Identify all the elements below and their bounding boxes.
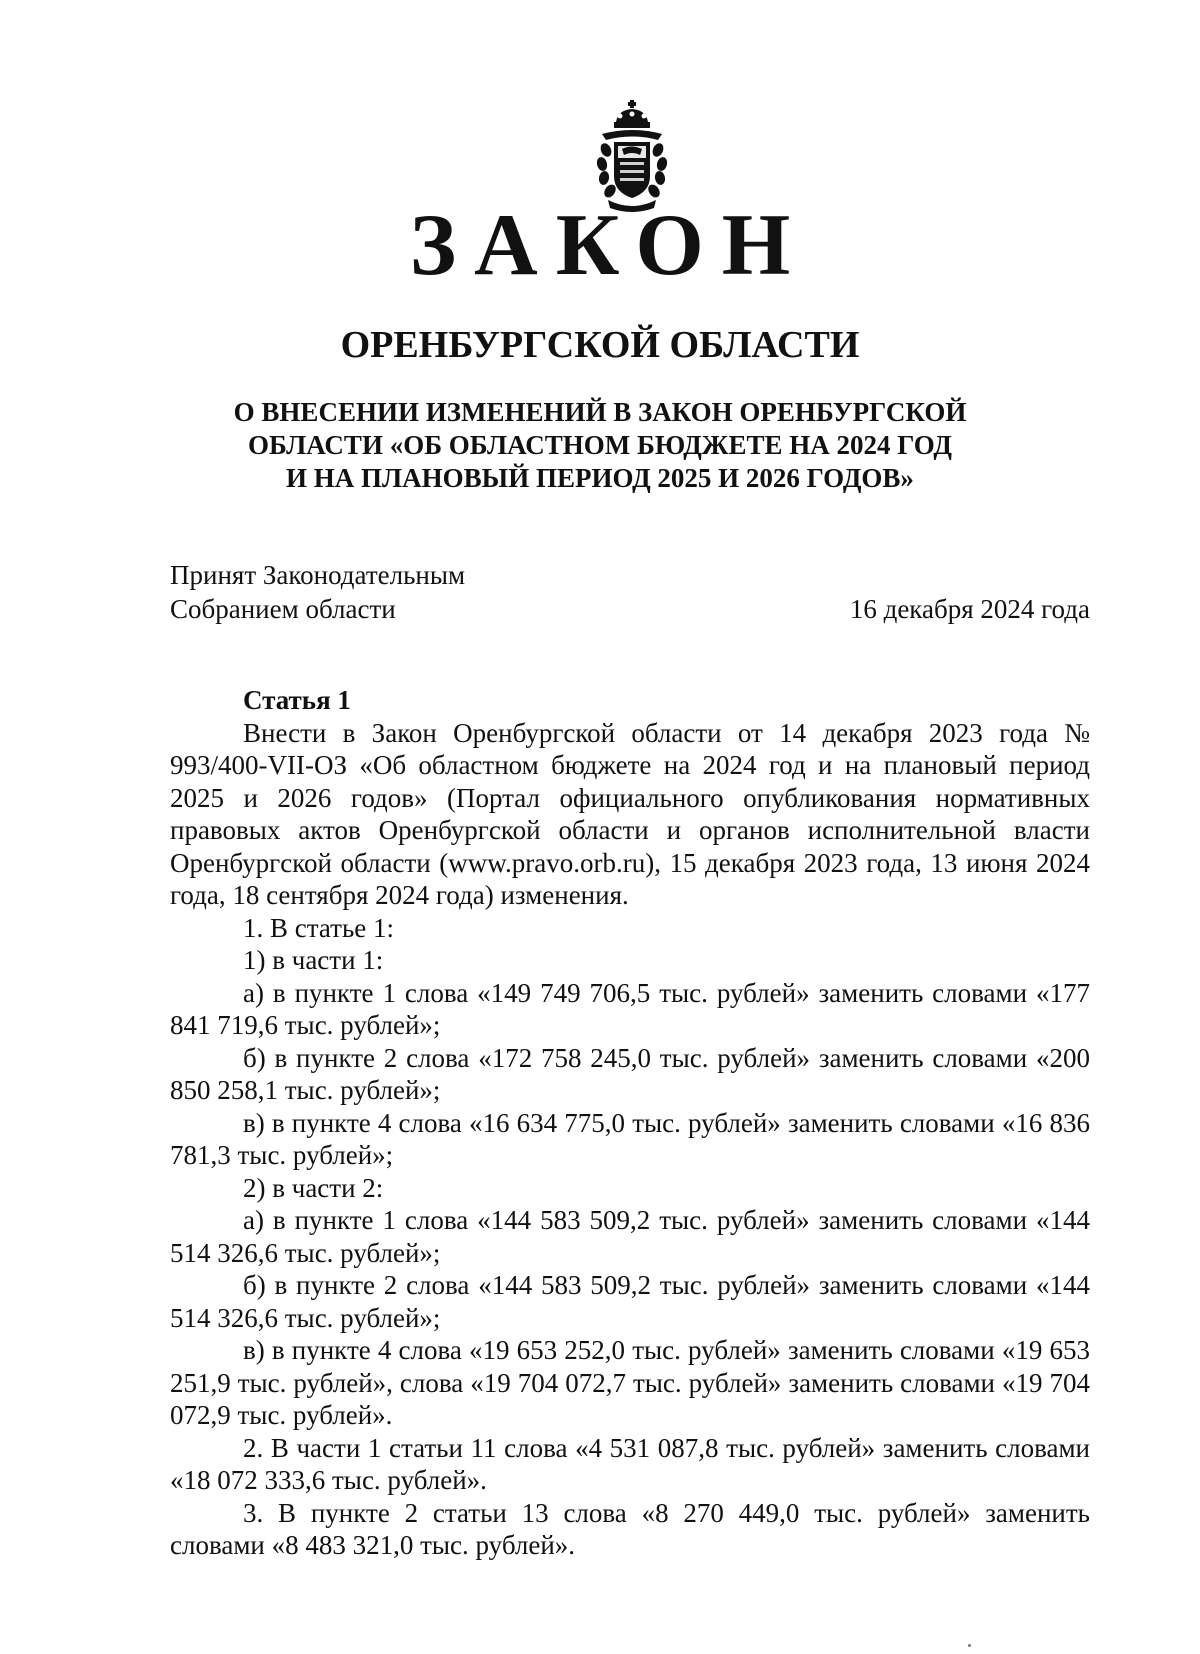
law-subject-line: И НА ПЛАНОВЫЙ ПЕРИОД 2025 И 2026 ГОДОВ» [286,463,914,493]
paragraph: Внести в Закон Оренбургской области от 14 декабря 2023 года № 993/400-VII-ОЗ «Об областном бюджете на 2024 год и на плановый период 2025 и 2026 годов» (Портал официального опубликования нормативных правовых актов Оренбургской области и органов исполнительной власти Оренбургской области (www.pravo.orb.ru), 15 декабря 2023 года, 13 июня 2024 года, 18 сентября 2024 года) изменения. [170,717,1090,910]
paragraph: б) в пункте 2 слова «144 583 509,2 тыс. рублей» заменить словами «144 514 326,6 тыс. рублей»; [170,1270,1090,1333]
law-title: ЗАКОН [409,197,809,294]
paragraph: 3. В пункте 2 статьи 13 слова «8 270 449,0 тыс. рублей» заменить словами «8 483 321,0 тыс. рублей». [170,1497,1090,1560]
adopted-by [170,558,465,626]
paragraph: а) в пункте 1 слова «149 749 706,5 тыс. рублей» заменить словами «177 841 719,6 тыс. рублей»; [170,977,1090,1040]
law-subject-line: ОБЛАСТИ «ОБ ОБЛАСТНОМ БЮДЖЕТЕ НА 2024 ГОД [247,430,953,460]
article-heading: Статья 1 [243,685,351,715]
adopted-by-line: Принят Законодательным [170,560,466,590]
article-body [170,684,1090,1562]
paragraph: в) в пункте 4 слова «16 634 775,0 тыс. рублей» заменить словами «16 836 781,3 тыс. рублей»; [170,1107,1090,1170]
adopted-by-line: Собранием области [170,594,396,624]
region-title: ОРЕНБУРГСКОЙ ОБЛАСТИ [340,324,860,366]
paragraph: 2. В части 1 статьи 11 слова «4 531 087,8 тыс. рублей» заменить словами «18 072 333,6 тыс. рублей». [170,1432,1090,1495]
adoption-date: 16 декабря 2024 года [849,594,1090,624]
paragraph: 2) в части 2: [243,1172,384,1203]
law-subject [0,396,1200,495]
paragraph: б) в пункте 2 слова «172 758 245,0 тыс. рублей» заменить словами «200 850 258,1 тыс. рублей»; [170,1042,1090,1105]
law-subject-line: О ВНЕСЕНИИ ИЗМЕНЕНИЙ В ЗАКОН ОРЕНБУРГСКОЙ [233,397,967,427]
scan-speck [968,1644,971,1647]
paragraph: 1. В статье 1: [243,912,395,943]
paragraph: в) в пункте 4 слова «19 653 252,0 тыс. рублей» заменить словами «19 653 251,9 тыс. рублей», слова «19 704 072,7 тыс. рублей» заменить словами «19 704 072,9 тыс. рублей». [170,1335,1090,1430]
paragraph: 1) в части 1: [243,945,384,975]
paragraph: а) в пункте 1 слова «144 583 509,2 тыс. рублей» заменить словами «144 514 326,6 тыс. рублей»; [170,1205,1090,1268]
